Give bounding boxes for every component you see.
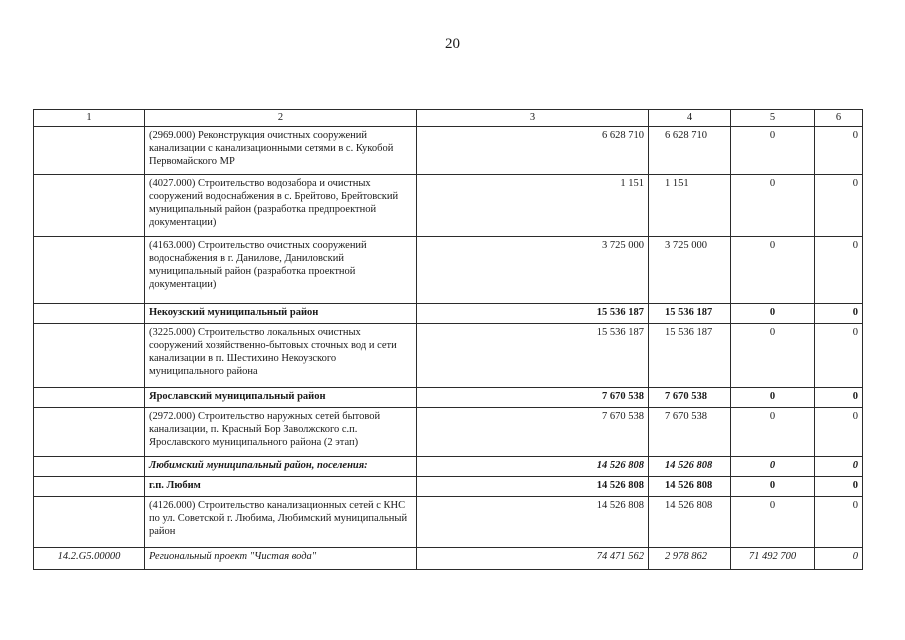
- name-cell: (4027.000) Строительство водозабора и очистных сооружений водоснабжения в с. Брейтово, Брейтовский муниципальный район (разработка предпроектной документации): [145, 175, 417, 237]
- col5-cell: 0: [731, 388, 815, 408]
- column-header: 3: [417, 110, 649, 127]
- col6-cell: 0: [815, 408, 863, 457]
- total-cell: 7 670 538: [417, 408, 649, 457]
- code-cell: [34, 388, 145, 408]
- total-cell: 3 725 000: [417, 237, 649, 304]
- column-header: 2: [145, 110, 417, 127]
- code-cell: [34, 457, 145, 477]
- col5-cell: 0: [731, 457, 815, 477]
- total-cell: 6 628 710: [417, 127, 649, 175]
- col6-cell: 0: [815, 497, 863, 548]
- col4-cell: 1 151: [649, 175, 731, 237]
- col6-cell: 0: [815, 127, 863, 175]
- col5-cell: 0: [731, 497, 815, 548]
- column-header: 1: [34, 110, 145, 127]
- name-cell: (4163.000) Строительство очистных сооружений водоснабжения в г. Данилове, Даниловский муниципальный район (разработка проектной документации): [145, 237, 417, 304]
- col5-cell: 71 492 700: [731, 548, 815, 570]
- col4-cell: 14 526 808: [649, 457, 731, 477]
- col5-cell: 0: [731, 477, 815, 497]
- code-cell: 14.2.G5.00000: [34, 548, 145, 570]
- page-number: 20: [445, 36, 460, 52]
- col5-cell: 0: [731, 408, 815, 457]
- col4-cell: 15 536 187: [649, 324, 731, 388]
- name-cell: (2972.000) Строительство наружных сетей бытовой канализации, п. Красный Бор Заволжского с.п. Ярославского муниципального района (2 этап): [145, 408, 417, 457]
- column-header: 5: [731, 110, 815, 127]
- name-cell: г.п. Любим: [145, 477, 417, 497]
- code-cell: [34, 175, 145, 237]
- col6-cell: 0: [815, 237, 863, 304]
- col6-cell: 0: [815, 477, 863, 497]
- name-cell: Ярославский муниципальный район: [145, 388, 417, 408]
- total-cell: 14 526 808: [417, 477, 649, 497]
- total-cell: 7 670 538: [417, 388, 649, 408]
- col4-cell: 7 670 538: [649, 408, 731, 457]
- col6-cell: 0: [815, 324, 863, 388]
- table-row: [34, 237, 863, 304]
- code-cell: [34, 477, 145, 497]
- total-cell: 15 536 187: [417, 304, 649, 324]
- code-cell: [34, 237, 145, 304]
- col4-cell: 14 526 808: [649, 497, 731, 548]
- total-cell: 14 526 808: [417, 457, 649, 477]
- table-row: [34, 548, 863, 570]
- table-row: [34, 324, 863, 388]
- code-cell: [34, 497, 145, 548]
- total-cell: 74 471 562: [417, 548, 649, 570]
- name-cell: (3225.000) Строительство локальных очистных сооружений хозяйственно-бытовых сточных вод и сети канализации в п. Шестихино Некоузского муниципального района: [145, 324, 417, 388]
- code-cell: [34, 324, 145, 388]
- total-cell: 15 536 187: [417, 324, 649, 388]
- total-cell: 1 151: [417, 175, 649, 237]
- total-cell: 14 526 808: [417, 497, 649, 548]
- col6-cell: 0: [815, 304, 863, 324]
- col6-cell: 0: [815, 388, 863, 408]
- col4-cell: 14 526 808: [649, 477, 731, 497]
- table-row: [34, 127, 863, 175]
- column-header: 6: [815, 110, 863, 127]
- col5-cell: 0: [731, 324, 815, 388]
- code-cell: [34, 127, 145, 175]
- name-cell: Некоузский муниципальный район: [145, 304, 417, 324]
- name-cell: (4126.000) Строительство канализационных сетей с КНС по ул. Советской г. Любима, Любимский муниципальный район: [145, 497, 417, 548]
- name-cell: (2969.000) Реконструкция очистных сооружений канализации с канализационными сетями в с. Кукобой Первомайского МР: [145, 127, 417, 175]
- col5-cell: 0: [731, 304, 815, 324]
- col4-cell: 3 725 000: [649, 237, 731, 304]
- col6-cell: 0: [815, 457, 863, 477]
- table-row: [34, 457, 863, 477]
- column-header: 4: [649, 110, 731, 127]
- table-row: [34, 304, 863, 324]
- col5-cell: 0: [731, 127, 815, 175]
- col4-cell: 2 978 862: [649, 548, 731, 570]
- name-cell: Региональный проект "Чистая вода": [145, 548, 417, 570]
- budget-table: [33, 109, 863, 570]
- table-header-row: [34, 110, 863, 127]
- col4-cell: 6 628 710: [649, 127, 731, 175]
- code-cell: [34, 304, 145, 324]
- col5-cell: 0: [731, 237, 815, 304]
- table-row: [34, 497, 863, 548]
- table-row: [34, 477, 863, 497]
- table-row: [34, 388, 863, 408]
- col4-cell: 15 536 187: [649, 304, 731, 324]
- col6-cell: 0: [815, 175, 863, 237]
- table-row: [34, 408, 863, 457]
- table-row: [34, 175, 863, 237]
- col4-cell: 7 670 538: [649, 388, 731, 408]
- name-cell: Любимский муниципальный район, поселения:: [145, 457, 417, 477]
- code-cell: [34, 408, 145, 457]
- col6-cell: 0: [815, 548, 863, 570]
- col5-cell: 0: [731, 175, 815, 237]
